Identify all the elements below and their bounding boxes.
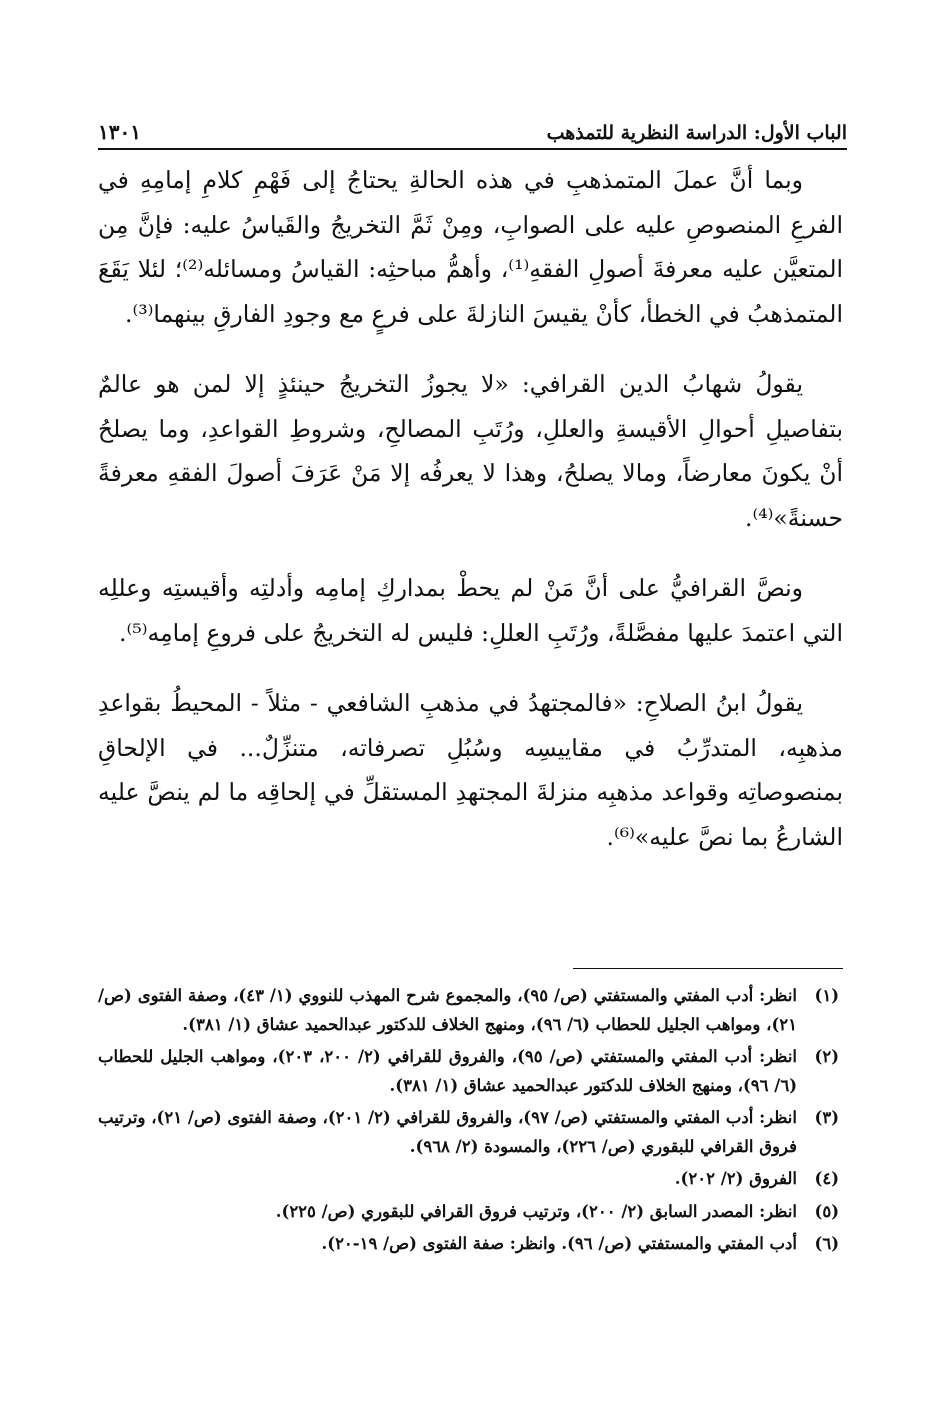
page-number: ١٣٠١ (98, 120, 141, 144)
footnote (98, 1043, 839, 1100)
footnote-text: أدب المفتي والمستفتي (ص/ ٩٦). وانظر: صفة الفتوى (ص/ ١٩-٢٠). (321, 1234, 797, 1253)
footnote-text: انظر: المصدر السابق (٢/ ٢٠٠)، وترتيب فروق القرافي للبقوري (ص/ ٢٢٥). (275, 1201, 797, 1221)
footnote-number: (٣) (814, 1108, 839, 1127)
footnote-number: (٤) (814, 1169, 839, 1188)
footnote-text: انظر: أدب المفتي والمستفتي (ص/ ٩٧)، والفروق للقرافي (٢/ ٢٠١)، وصفة الفتوى (ص/ ٢١)، وترتيب فروق القرافي للبقوري (ص/ ٢٢٦)، والمسودة (٢/ ٩٦٨). (98, 1108, 797, 1156)
paragraph: يقولُ شهابُ الدين القرافي: «لا يجوزُ التخريجُ حينئذٍ إلا لمن هو عالمٌ بتفاصيلِ أحوالِ الأقيسةِ والعللِ، ورُتَبِ المصالحِ، وشروطِ القواعدِ، وما يصلحُ أنْ يكونَ معارضاً، ومالا يصلحُ، وهذا لا يعرفُه إلا مَنْ عَرَفَ أصولَ الفقهِ معرفةً حسنةً»⁽⁴⁾. (98, 370, 843, 532)
paragraph: وبما أنَّ عملَ المتمذهبِ في هذه الحالةِ يحتاجُ إلى فَهْمِ كلامِ إمامِهِ في الفرعِ المنصوصِ عليه على الصوابِ، ومِنْ ثَمَّ التخريجُ والقَياسُ عليه: فإنَّ مِن المتعيَّن عليه معرفةَ أصولِ الفقهِ⁽¹⁾، وأهمُّ مباحثِه: القياسُ ومسائله⁽²⁾؛ لئلا يَقَعَ المتمذهبُ في الخطأ، كأنْ يقيسَ النازلةَ على فرعٍ مع وجودِ الفارقِ بينهما⁽³⁾. (98, 166, 844, 328)
footnote (98, 1104, 839, 1161)
running-header (98, 108, 847, 150)
footnote (98, 1198, 839, 1227)
footnote-number: (٦) (814, 1234, 839, 1253)
chapter-title: الباب الأول: الدراسة النظرية للتمذهب (546, 122, 847, 144)
footnote-separator (573, 968, 843, 969)
paragraph: يقولُ ابنُ الصلاحِ: «فالمجتهدُ في مذهبِ الشافعي - مثلاً - المحيطُ بقواعدِ مذهبِه، المتدرِّبُ في مقاييسِه وسُبُلِ تصرفاته، متنزِّلٌ... في الإلحاقِ بمنصوصاتِه وقواعد مذهبِه منزلةَ المجتهدِ المستقلِّ في إلحاقِه ما لم ينصَّ عليه الشارعُ بما نصَّ عليه»⁽⁶⁾. (98, 689, 843, 851)
footnote-number: (١) (814, 986, 839, 1005)
footnote (98, 982, 839, 1039)
main-text (98, 158, 843, 859)
footnote-number: (٢) (814, 1047, 839, 1066)
footnote-text: الفروق (٢/ ٢٠٢). (674, 1169, 797, 1188)
footnote (98, 1230, 839, 1259)
footnote (98, 1165, 839, 1194)
footnote-text: انظر: أدب المفتي والمستفتي (ص/ ٩٥)، والفروق للقرافي (٢/ ٢٠٠، ٢٠٣)، ومواهب الجليل للحطاب (٦/ ٩٦)، ومنهج الخلاف للدكتور عبدالحميد عشاق (١/ ٣٨١). (98, 1047, 798, 1095)
footnote-text: انظر: أدب المفتي والمستفتي (ص/ ٩٥)، والمجموع شرح المهذب للنووي (١/ ٤٣)، وصفة الفتوى (ص/ ٢١)، ومواهب الجليل للحطاب (٦/ ٩٦)، ومنهج الخلاف للدكتور عبدالحميد عشاق (١/ ٣٨١). (98, 986, 798, 1034)
footnote-number: (٥) (814, 1201, 839, 1221)
footnotes (98, 982, 839, 1263)
paragraph: ونصَّ القرافيُّ على أنَّ مَنْ لم يحطْ بمداركِ إمامِه وأدلتِه وأقيستِه وعللِه التي اعتمدَ عليها مفصَّلةً، ورُتَبِ العللِ: فليس له التخريجُ على فروعِ إمامِه⁽⁵⁾. (98, 574, 843, 647)
